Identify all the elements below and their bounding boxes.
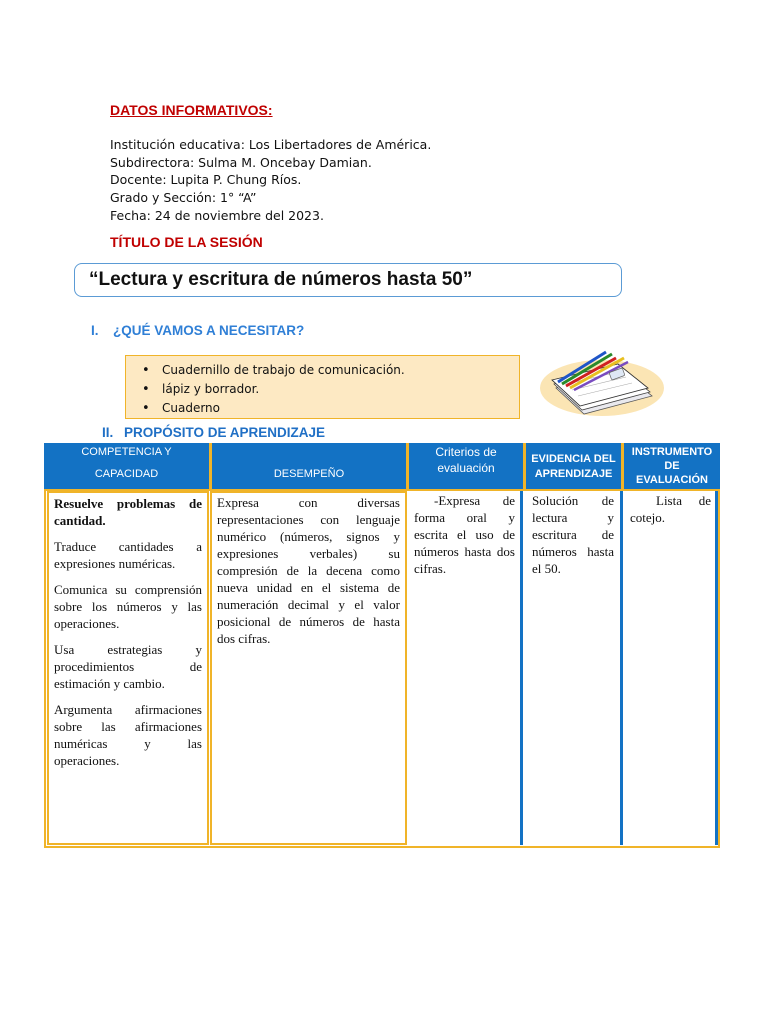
instrumento-text: Lista de cotejo.	[630, 493, 711, 525]
header-instrumento-line2: DE	[664, 460, 680, 472]
capacidad-item: Argumenta afirmaciones sobre las afirmaciones numéricas y las operaciones.	[54, 702, 202, 768]
materials-box	[125, 355, 520, 419]
cell-evidencia	[526, 491, 623, 845]
list-item: • lápiz y borrador.	[142, 380, 405, 399]
criterio-text: -Expresa de forma oral y escrita el uso de números hasta dos cifras.	[414, 493, 515, 576]
header-competencia-line1: COMPETENCIA Y	[81, 446, 172, 458]
competencia-title: Resuelve problemas de cantidad.	[54, 496, 202, 528]
capacidad-item: Usa estrategias y procedimientos de estimación y cambio.	[54, 642, 202, 691]
datos-heading-text: DATOS INFORMATIVOS	[110, 102, 268, 118]
header-criterios-line2: evaluación	[437, 461, 495, 475]
cell-criterio	[409, 491, 523, 845]
header-evidencia-line1: EVIDENCIA DEL	[531, 453, 616, 465]
desempeno-text: Expresa con diversas representaciones con lenguaje numérico (números, signos y expresiones verbales) su compresión de la decena como nueva unidad en el sistema de numeración decimal y el valor posicional de números de hasta dos cifras.	[217, 495, 400, 646]
header-competencia	[44, 443, 209, 489]
session-title-box	[74, 263, 622, 297]
table-header-row	[44, 443, 720, 489]
cell-desempeno	[210, 491, 407, 845]
info-docente: Docente: Lupita P. Chung Ríos.	[110, 172, 302, 187]
section-2-heading	[102, 425, 325, 440]
info-subdirectora: Subdirectora: Sulma M. Oncebay Damian.	[110, 155, 372, 170]
section-1-heading	[91, 323, 304, 338]
session-title: “Lectura y escritura de números hasta 50”	[89, 269, 473, 290]
header-instrumento-line1: INSTRUMENTO	[631, 446, 713, 458]
info-institucion: Institución educativa: Los Libertadores de América.	[110, 137, 432, 152]
capacidad-item: Comunica su comprensión sobre los números y las operaciones.	[54, 582, 202, 631]
header-criterios	[409, 443, 523, 489]
header-evidencia-line2: APRENDIZAJE	[534, 468, 613, 480]
info-grado: Grado y Sección: 1° “A”	[110, 190, 257, 205]
datos-informativos-heading	[110, 102, 273, 118]
materials-list	[142, 361, 405, 418]
header-competencia-line2: CAPACIDAD	[94, 468, 159, 480]
header-instrumento-line3: EVALUACIÓN	[636, 474, 708, 486]
section-1-title: ¿QUÉ VAMOS A NECESITAR?	[113, 323, 305, 338]
header-desempeno	[212, 443, 406, 489]
header-desempeno-text: DESEMPEÑO	[273, 468, 345, 480]
section-1-number: I.	[91, 323, 99, 338]
header-criterios-line1: Criterios de	[435, 445, 497, 459]
section-2-title: PROPÓSITO DE APRENDIZAJE	[124, 425, 326, 440]
header-instrumento	[624, 443, 720, 489]
datos-heading-colon: :	[267, 102, 273, 118]
cell-instrumento	[626, 491, 718, 845]
cell-competencia	[47, 491, 209, 845]
notebooks-pencils-illustration	[536, 344, 666, 420]
header-evidencia	[526, 443, 621, 489]
list-item: • Cuaderno	[142, 399, 405, 418]
section-2-number: II.	[102, 425, 114, 440]
titulo-sesion-heading: TÍTULO DE LA SESIÓN	[110, 234, 263, 250]
evidencia-text: Solución de lectura y escritura de números hasta el 50.	[532, 493, 614, 576]
capacidad-item: Traduce cantidades a expresiones numéricas.	[54, 539, 202, 571]
list-item: • Cuadernillo de trabajo de comunicación.	[142, 361, 405, 380]
info-fecha: Fecha: 24 de noviembre del 2023.	[110, 208, 324, 223]
